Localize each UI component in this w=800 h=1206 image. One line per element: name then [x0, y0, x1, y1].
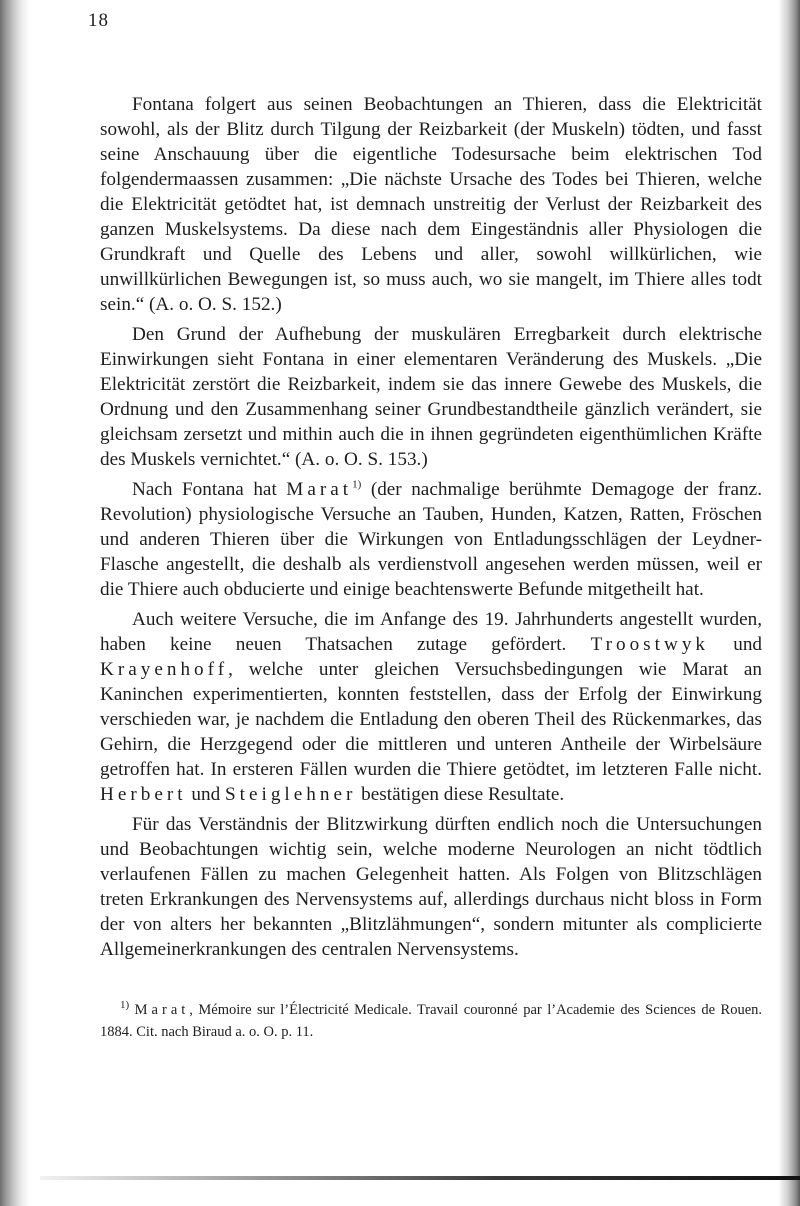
paragraph-further-part5: bestätigen diese Resultate. — [356, 784, 565, 805]
paragraph-further-experiments — [100, 607, 762, 807]
paragraph-muscle-change: Den Grund der Aufhebung der muskulären Erregbarkeit durch elektrische Einwirkungen sieht Fontana in einer elementaren Veränderung des Muskels. „Die Elektricität zerstört die Reizbarkeit, indem sie das innere Gewebe des Muskels, die Ordnung und den Zusammenhang seiner Grundbestandtheile gänzlich verändert, sie gleichsam zersetzt und mithin auch die in ihnen gegründeten eigenthümlichen Kräfte des Muskels vernichtet.“ (A. o. O. S. 153.) — [100, 324, 762, 470]
footnote — [100, 999, 762, 1043]
paragraph-further-part3: , welche unter gleichen Versuchsbedingungen wie Marat an Kaninchen experimentierten, konnten feststellen, dass der Erfolg der Einwirkung verschieden war, je nachdem die Entladung den oberen Theil des Rückenmarkes, das Gehirn, die Herzgegend oder die mittleren und unteren Antheile der Wirbelsäure getroffen hat. In ersteren Fällen wurden die Thiere getödtet, im letzteren Falle nicht. — [100, 659, 762, 780]
scan-right-edge-shadow — [778, 0, 800, 1206]
paragraph-marat — [100, 477, 762, 602]
scan-bottom-rule — [40, 1176, 800, 1180]
footnote-reference: 1) — [352, 478, 362, 491]
author-name-herbert: Herbert — [100, 784, 187, 805]
author-name-steiglehner: Steiglehner — [224, 784, 357, 805]
paragraph-further-part1: Auch weitere Versuche, die im Anfange des 19. Jahrhunderts angestellt wurden, haben keine neuen Thatsachen zutage gefördert. — [100, 609, 762, 655]
author-name-marat: Marat — [286, 479, 353, 500]
footnote-author-marat: Marat — [134, 1002, 190, 1018]
body-text — [100, 92, 762, 967]
author-name-krayenhoff: Krayenhoff — [100, 659, 229, 680]
footnote-text: , Mémoire sur l’Électricité Medicale. Travail couronné par l’Academie des Sciences de Rouen. 1884. Cit. nach Biraud a. o. O. p. 11. — [100, 1002, 762, 1040]
page-number: 18 — [88, 10, 109, 31]
paragraph-marat-rest: (der nachmalige berühmte Demagoge der franz. Revolution) physiologische Versuche an Tauben, Hunden, Katzen, Ratten, Fröschen und anderen Thieren über die Wirkungen von Entladungsschlägen der Leydner-Flasche angestellt, die deshalb als verdienstvoll angesehen werden müssen, weil er die Thiere auch obducierte und einige beachtenswerte Befunde mitgetheilt hat. — [100, 479, 762, 600]
scan-left-edge-shadow — [0, 0, 30, 1206]
paragraph-further-part2: und — [709, 634, 763, 655]
paragraph-fontana-conclusion: Fontana folgert aus seinen Beobachtungen an Thieren, dass die Elektricität sowohl, als der Blitz durch Tilgung der Reizbarkeit (der Muskeln) tödten, und fasst seine Anschauung über die eigentliche Todesursache beim elektrischen Tod folgendermaassen zusammen: „Die nächste Ursache des Todes bei Thieren, welche die Elektricität getödtet hat, ist demnach unstreitig der Verlust der Reizbarkeit des ganzen Muskelsystems. Da diese nach dem Eingeständnis aller Physiologen die Grundkraft und Quelle des Lebens und aller, sowohl willkürlichen, wie unwillkürlichen Bewegungen ist, so muss auch, wo sie mangelt, im Thiere alles todt sein.“ (A. o. O. S. 152.) — [100, 94, 762, 315]
footnote-mark: 1) — [120, 999, 130, 1012]
paragraph-further-part4: und — [186, 784, 225, 805]
author-name-troostwyk: Troostwyk — [590, 634, 710, 655]
paragraph-neurologists: Für das Verständnis der Blitzwirkung dürften endlich noch die Untersuchungen und Beobachtungen wichtig sein, welche moderne Neurologen an nicht tödtlich verlaufenen Fällen zu machen Gelegenheit hatten. Als Folgen von Blitzschlägen treten Erkrankungen des Nervensystems auf, allerdings durchaus nicht bloss in Form der von alters her bekannten „Blitzlähmungen“, sondern mitunter als complicierte Allgemeinerkrankungen des centralen Nervensystems. — [100, 814, 762, 960]
paragraph-marat-lead: Nach Fontana hat — [132, 479, 287, 500]
